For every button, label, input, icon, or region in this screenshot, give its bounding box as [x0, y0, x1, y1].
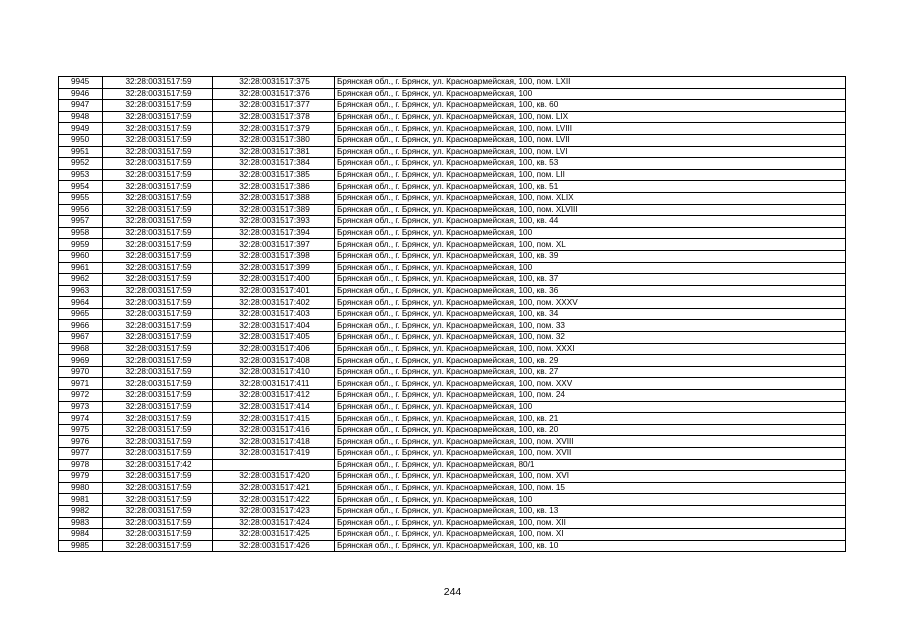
- parcel-number-cell: 32:28:0031517:59: [103, 401, 213, 413]
- table-row: [59, 262, 846, 274]
- table-row: [59, 355, 846, 367]
- object-number-cell: 32:28:0031517:399: [213, 262, 335, 274]
- address-cell: Брянская обл., г. Брянск, ул. Красноармейская, 100, кв. 51: [335, 181, 846, 193]
- parcel-number-cell: 32:28:0031517:59: [103, 239, 213, 251]
- address-cell: Брянская обл., г. Брянск, ул. Красноармейская, 100, кв. 20: [335, 424, 846, 436]
- parcel-number-cell: 32:28:0031517:59: [103, 250, 213, 262]
- parcel-number-cell: 32:28:0031517:59: [103, 100, 213, 112]
- object-number-cell: 32:28:0031517:426: [213, 540, 335, 552]
- object-number-cell: 32:28:0031517:378: [213, 111, 335, 123]
- object-number-cell: 32:28:0031517:421: [213, 482, 335, 494]
- table-row: [59, 390, 846, 402]
- parcel-number-cell: 32:28:0031517:59: [103, 424, 213, 436]
- object-number-cell: 32:28:0031517:410: [213, 366, 335, 378]
- row-number-cell: 9945: [59, 77, 103, 89]
- address-cell: Брянская обл., г. Брянск, ул. Красноармейская, 100, пом. LVII: [335, 134, 846, 146]
- row-number-cell: 9954: [59, 181, 103, 193]
- row-number-cell: 9979: [59, 471, 103, 483]
- object-number-cell: 32:28:0031517:402: [213, 297, 335, 309]
- row-number-cell: 9973: [59, 401, 103, 413]
- parcel-number-cell: 32:28:0031517:59: [103, 413, 213, 425]
- row-number-cell: 9962: [59, 274, 103, 286]
- table-row: [59, 274, 846, 286]
- row-number-cell: 9960: [59, 250, 103, 262]
- object-number-cell: 32:28:0031517:423: [213, 505, 335, 517]
- object-number-cell: 32:28:0031517:416: [213, 424, 335, 436]
- parcel-number-cell: 32:28:0031517:59: [103, 540, 213, 552]
- object-number-cell: 32:28:0031517:397: [213, 239, 335, 251]
- address-cell: Брянская обл., г. Брянск, ул. Красноармейская, 100: [335, 262, 846, 274]
- parcel-number-cell: 32:28:0031517:59: [103, 436, 213, 448]
- address-cell: Брянская обл., г. Брянск, ул. Красноармейская, 100, пом. 24: [335, 390, 846, 402]
- table-row: [59, 459, 846, 471]
- row-number-cell: 9964: [59, 297, 103, 309]
- object-number-cell: 32:28:0031517:404: [213, 320, 335, 332]
- address-cell: Брянская обл., г. Брянск, ул. Красноармейская, 100: [335, 401, 846, 413]
- parcel-number-cell: 32:28:0031517:59: [103, 146, 213, 158]
- object-number-cell: 32:28:0031517:384: [213, 158, 335, 170]
- table-row: [59, 216, 846, 228]
- table-row: [59, 285, 846, 297]
- parcel-number-cell: 32:28:0031517:59: [103, 158, 213, 170]
- object-number-cell: 32:28:0031517:419: [213, 448, 335, 460]
- object-number-cell: 32:28:0031517:405: [213, 332, 335, 344]
- parcel-number-cell: 32:28:0031517:59: [103, 123, 213, 135]
- row-number-cell: 9977: [59, 448, 103, 460]
- row-number-cell: 9982: [59, 505, 103, 517]
- row-number-cell: 9969: [59, 355, 103, 367]
- address-cell: Брянская обл., г. Брянск, ул. Красноармейская, 100, кв. 34: [335, 308, 846, 320]
- row-number-cell: 9985: [59, 540, 103, 552]
- table-row: [59, 169, 846, 181]
- row-number-cell: 9950: [59, 134, 103, 146]
- row-number-cell: 9949: [59, 123, 103, 135]
- object-number-cell: [213, 459, 335, 471]
- row-number-cell: 9952: [59, 158, 103, 170]
- row-number-cell: 9957: [59, 216, 103, 228]
- row-number-cell: 9961: [59, 262, 103, 274]
- table-row: [59, 308, 846, 320]
- parcel-number-cell: 32:28:0031517:59: [103, 494, 213, 506]
- address-cell: Брянская обл., г. Брянск, ул. Красноармейская, 100, кв. 37: [335, 274, 846, 286]
- address-cell: Брянская обл., г. Брянск, ул. Красноармейская, 100, пом. XL: [335, 239, 846, 251]
- address-cell: Брянская обл., г. Брянск, ул. Красноармейская, 100, пом. LIX: [335, 111, 846, 123]
- parcel-number-cell: 32:28:0031517:59: [103, 448, 213, 460]
- parcel-number-cell: 32:28:0031517:59: [103, 320, 213, 332]
- address-cell: Брянская обл., г. Брянск, ул. Красноармейская, 100, кв. 44: [335, 216, 846, 228]
- object-number-cell: 32:28:0031517:385: [213, 169, 335, 181]
- row-number-cell: 9966: [59, 320, 103, 332]
- table-row: [59, 436, 846, 448]
- table-row: [59, 401, 846, 413]
- object-number-cell: 32:28:0031517:380: [213, 134, 335, 146]
- table-row: [59, 192, 846, 204]
- page-number: 244: [443, 586, 462, 598]
- address-cell: Брянская обл., г. Брянск, ул. Красноармейская, 100, пом. XXXI: [335, 343, 846, 355]
- table-row: [59, 540, 846, 552]
- parcel-number-cell: 32:28:0031517:59: [103, 111, 213, 123]
- address-cell: Брянская обл., г. Брянск, ул. Красноармейская, 100, пом. XVII: [335, 448, 846, 460]
- address-cell: Брянская обл., г. Брянск, ул. Красноармейская, 100, кв. 29: [335, 355, 846, 367]
- address-cell: Брянская обл., г. Брянск, ул. Красноармейская, 100, пом. XLIX: [335, 192, 846, 204]
- object-number-cell: 32:28:0031517:377: [213, 100, 335, 112]
- parcel-number-cell: 32:28:0031517:59: [103, 505, 213, 517]
- object-number-cell: 32:28:0031517:379: [213, 123, 335, 135]
- parcel-number-cell: 32:28:0031517:59: [103, 204, 213, 216]
- object-number-cell: 32:28:0031517:420: [213, 471, 335, 483]
- row-number-cell: 9947: [59, 100, 103, 112]
- table-row: [59, 366, 846, 378]
- parcel-number-cell: 32:28:0031517:59: [103, 181, 213, 193]
- object-number-cell: 32:28:0031517:408: [213, 355, 335, 367]
- address-cell: Брянская обл., г. Брянск, ул. Красноармейская, 100: [335, 227, 846, 239]
- row-number-cell: 9955: [59, 192, 103, 204]
- table-row: [59, 146, 846, 158]
- table-row: [59, 227, 846, 239]
- address-cell: Брянская обл., г. Брянск, ул. Красноармейская, 100, пом. 33: [335, 320, 846, 332]
- parcel-number-cell: 32:28:0031517:59: [103, 517, 213, 529]
- address-cell: Брянская обл., г. Брянск, ул. Красноармейская, 100, пом. XVIII: [335, 436, 846, 448]
- row-number-cell: 9983: [59, 517, 103, 529]
- address-cell: Брянская обл., г. Брянск, ул. Красноармейская, 100, кв. 10: [335, 540, 846, 552]
- parcel-number-cell: 32:28:0031517:59: [103, 332, 213, 344]
- table-row: [59, 494, 846, 506]
- table-row: [59, 448, 846, 460]
- parcel-number-cell: 32:28:0031517:59: [103, 77, 213, 89]
- parcel-number-cell: 32:28:0031517:59: [103, 366, 213, 378]
- parcel-number-cell: 32:28:0031517:59: [103, 471, 213, 483]
- parcel-number-cell: 32:28:0031517:59: [103, 192, 213, 204]
- address-cell: Брянская обл., г. Брянск, ул. Красноармейская, 100, пом. LVI: [335, 146, 846, 158]
- object-number-cell: 32:28:0031517:376: [213, 88, 335, 100]
- row-number-cell: 9984: [59, 529, 103, 541]
- row-number-cell: 9963: [59, 285, 103, 297]
- object-number-cell: 32:28:0031517:386: [213, 181, 335, 193]
- object-number-cell: 32:28:0031517:394: [213, 227, 335, 239]
- table-row: [59, 181, 846, 193]
- object-number-cell: 32:28:0031517:393: [213, 216, 335, 228]
- row-number-cell: 9965: [59, 308, 103, 320]
- table-row: [59, 100, 846, 112]
- address-cell: Брянская обл., г. Брянск, ул. Красноармейская, 100, пом. XXXV: [335, 297, 846, 309]
- parcel-number-cell: 32:28:0031517:59: [103, 134, 213, 146]
- row-number-cell: 9959: [59, 239, 103, 251]
- object-number-cell: 32:28:0031517:406: [213, 343, 335, 355]
- table-row: [59, 250, 846, 262]
- object-number-cell: 32:28:0031517:411: [213, 378, 335, 390]
- parcel-number-cell: 32:28:0031517:42: [103, 459, 213, 471]
- parcel-number-cell: 32:28:0031517:59: [103, 227, 213, 239]
- object-number-cell: 32:28:0031517:400: [213, 274, 335, 286]
- object-number-cell: 32:28:0031517:418: [213, 436, 335, 448]
- row-number-cell: 9975: [59, 424, 103, 436]
- object-number-cell: 32:28:0031517:398: [213, 250, 335, 262]
- address-cell: Брянская обл., г. Брянск, ул. Красноармейская, 100, кв. 60: [335, 100, 846, 112]
- cadastral-table: [58, 76, 846, 552]
- parcel-number-cell: 32:28:0031517:59: [103, 390, 213, 402]
- parcel-number-cell: 32:28:0031517:59: [103, 274, 213, 286]
- table-row: [59, 111, 846, 123]
- row-number-cell: 9981: [59, 494, 103, 506]
- address-cell: Брянская обл., г. Брянск, ул. Красноармейская, 100, пом. XI: [335, 529, 846, 541]
- table-row: [59, 134, 846, 146]
- object-number-cell: 32:28:0031517:425: [213, 529, 335, 541]
- object-number-cell: 32:28:0031517:422: [213, 494, 335, 506]
- row-number-cell: 9974: [59, 413, 103, 425]
- address-cell: Брянская обл., г. Брянск, ул. Красноармейская, 100, пом. XXV: [335, 378, 846, 390]
- table-row: [59, 123, 846, 135]
- row-number-cell: 9978: [59, 459, 103, 471]
- object-number-cell: 32:28:0031517:403: [213, 308, 335, 320]
- object-number-cell: 32:28:0031517:388: [213, 192, 335, 204]
- address-cell: Брянская обл., г. Брянск, ул. Красноармейская, 100: [335, 88, 846, 100]
- table-row: [59, 471, 846, 483]
- object-number-cell: 32:28:0031517:389: [213, 204, 335, 216]
- object-number-cell: 32:28:0031517:375: [213, 77, 335, 89]
- address-cell: Брянская обл., г. Брянск, ул. Красноармейская, 100, кв. 21: [335, 413, 846, 425]
- table-row: [59, 343, 846, 355]
- parcel-number-cell: 32:28:0031517:59: [103, 482, 213, 494]
- row-number-cell: 9972: [59, 390, 103, 402]
- object-number-cell: 32:28:0031517:424: [213, 517, 335, 529]
- parcel-number-cell: 32:28:0031517:59: [103, 285, 213, 297]
- table-row: [59, 529, 846, 541]
- table-row: [59, 482, 846, 494]
- row-number-cell: 9968: [59, 343, 103, 355]
- parcel-number-cell: 32:28:0031517:59: [103, 378, 213, 390]
- address-cell: Брянская обл., г. Брянск, ул. Красноармейская, 100, кв. 13: [335, 505, 846, 517]
- address-cell: Брянская обл., г. Брянск, ул. Красноармейская, 100, пом. XVI: [335, 471, 846, 483]
- parcel-number-cell: 32:28:0031517:59: [103, 262, 213, 274]
- row-number-cell: 9970: [59, 366, 103, 378]
- table-row: [59, 77, 846, 89]
- row-number-cell: 9948: [59, 111, 103, 123]
- address-cell: Брянская обл., г. Брянск, ул. Красноармейская, 100, кв. 36: [335, 285, 846, 297]
- table-row: [59, 297, 846, 309]
- table-row: [59, 517, 846, 529]
- row-number-cell: 9958: [59, 227, 103, 239]
- address-cell: Брянская обл., г. Брянск, ул. Красноармейская, 100, пом. LXII: [335, 77, 846, 89]
- address-cell: Брянская обл., г. Брянск, ул. Красноармейская, 100, пом. 32: [335, 332, 846, 344]
- table-row: [59, 320, 846, 332]
- object-number-cell: 32:28:0031517:381: [213, 146, 335, 158]
- parcel-number-cell: 32:28:0031517:59: [103, 529, 213, 541]
- cadastral-table-body: [59, 77, 846, 552]
- table-row: [59, 378, 846, 390]
- object-number-cell: 32:28:0031517:412: [213, 390, 335, 402]
- parcel-number-cell: 32:28:0031517:59: [103, 343, 213, 355]
- parcel-number-cell: 32:28:0031517:59: [103, 297, 213, 309]
- address-cell: Брянская обл., г. Брянск, ул. Красноармейская, 100, пом. 15: [335, 482, 846, 494]
- parcel-number-cell: 32:28:0031517:59: [103, 308, 213, 320]
- table-row: [59, 424, 846, 436]
- row-number-cell: 9976: [59, 436, 103, 448]
- object-number-cell: 32:28:0031517:401: [213, 285, 335, 297]
- row-number-cell: 9967: [59, 332, 103, 344]
- address-cell: Брянская обл., г. Брянск, ул. Красноармейская, 100, пом. LII: [335, 169, 846, 181]
- row-number-cell: 9946: [59, 88, 103, 100]
- row-number-cell: 9953: [59, 169, 103, 181]
- table-row: [59, 332, 846, 344]
- parcel-number-cell: 32:28:0031517:59: [103, 216, 213, 228]
- table-row: [59, 158, 846, 170]
- row-number-cell: 9951: [59, 146, 103, 158]
- address-cell: Брянская обл., г. Брянск, ул. Красноармейская, 100, кв. 27: [335, 366, 846, 378]
- address-cell: Брянская обл., г. Брянск, ул. Красноармейская, 100, кв. 53: [335, 158, 846, 170]
- table-row: [59, 505, 846, 517]
- address-cell: Брянская обл., г. Брянск, ул. Красноармейская, 100: [335, 494, 846, 506]
- table-row: [59, 413, 846, 425]
- row-number-cell: 9971: [59, 378, 103, 390]
- parcel-number-cell: 32:28:0031517:59: [103, 88, 213, 100]
- address-cell: Брянская обл., г. Брянск, ул. Красноармейская, 80/1: [335, 459, 846, 471]
- row-number-cell: 9980: [59, 482, 103, 494]
- parcel-number-cell: 32:28:0031517:59: [103, 355, 213, 367]
- address-cell: Брянская обл., г. Брянск, ул. Красноармейская, 100, кв. 39: [335, 250, 846, 262]
- row-number-cell: 9956: [59, 204, 103, 216]
- table-row: [59, 239, 846, 251]
- address-cell: Брянская обл., г. Брянск, ул. Красноармейская, 100, пом. LVIII: [335, 123, 846, 135]
- address-cell: Брянская обл., г. Брянск, ул. Красноармейская, 100, пом. XII: [335, 517, 846, 529]
- parcel-number-cell: 32:28:0031517:59: [103, 169, 213, 181]
- object-number-cell: 32:28:0031517:415: [213, 413, 335, 425]
- object-number-cell: 32:28:0031517:414: [213, 401, 335, 413]
- table-row: [59, 204, 846, 216]
- table-row: [59, 88, 846, 100]
- address-cell: Брянская обл., г. Брянск, ул. Красноармейская, 100, пом. XLVIII: [335, 204, 846, 216]
